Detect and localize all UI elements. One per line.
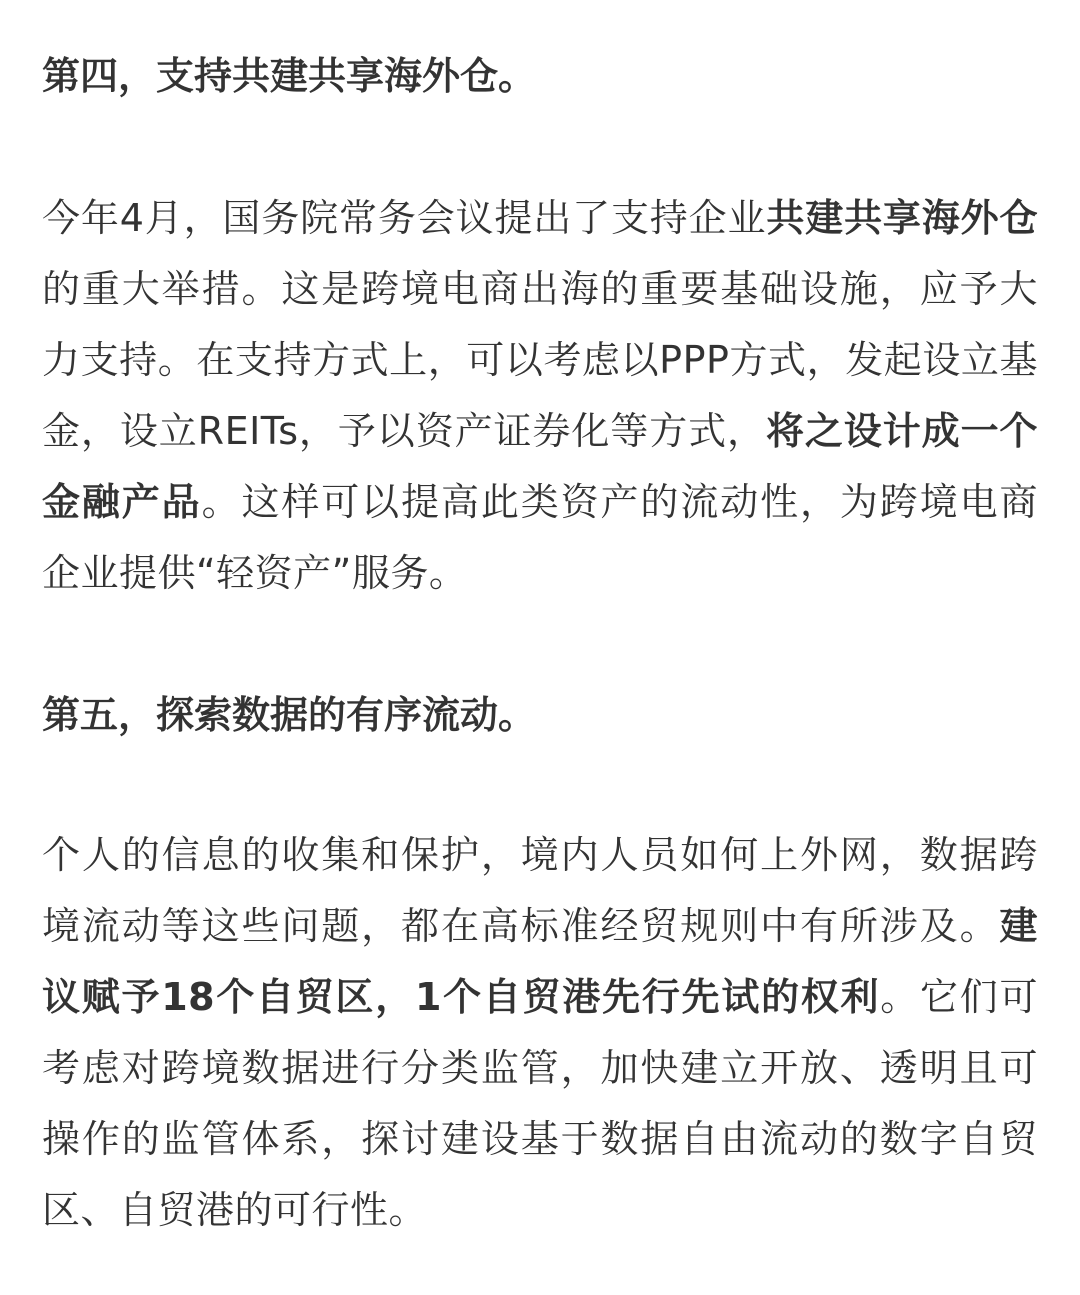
section-heading-4: 第四，支持共建共享海外仓。 — [42, 54, 537, 98]
paragraph-bold-text: 建议赋予18个自贸区，1个自贸港先行先试的权利 — [42, 904, 1038, 1019]
paragraph-text: 的重大举措。这是跨境电商出海的重要基础设施，应予大力支持。在支持方式上，可以考虑以PPP方式，发起设立基金，设立REITs，予以资产证券化等方式， — [42, 267, 1038, 453]
section-heading-5: 第五，探索数据的有序流动。 — [42, 693, 537, 737]
paragraph-bold-text: 共建共享海外仓 — [766, 196, 1038, 240]
section-paragraph-5 — [42, 820, 1038, 1246]
paragraph-bold-text: 将之设计成一个金融产品 — [42, 409, 1038, 524]
paragraph-text: 今年4月，国务院常务会议提出了支持企业 — [42, 196, 767, 240]
paragraph-text: 。它们可考虑对跨境数据进行分类监管，加快建立开放、透明且可操作的监管体系，探讨建设基于数据自由流动的数字自贸区、自贸港的可行性。 — [42, 975, 1038, 1232]
paragraph-text: 。这样可以提高此类资产的流动性，为跨境电商企业提供“轻资产”服务。 — [42, 480, 1038, 595]
section-paragraph-4 — [42, 183, 1038, 609]
paragraph-text: 个人的信息的收集和保护，境内人员如何上外网，数据跨境流动等这些问题，都在高标准经贸规则中有所涉及。 — [42, 833, 1038, 948]
